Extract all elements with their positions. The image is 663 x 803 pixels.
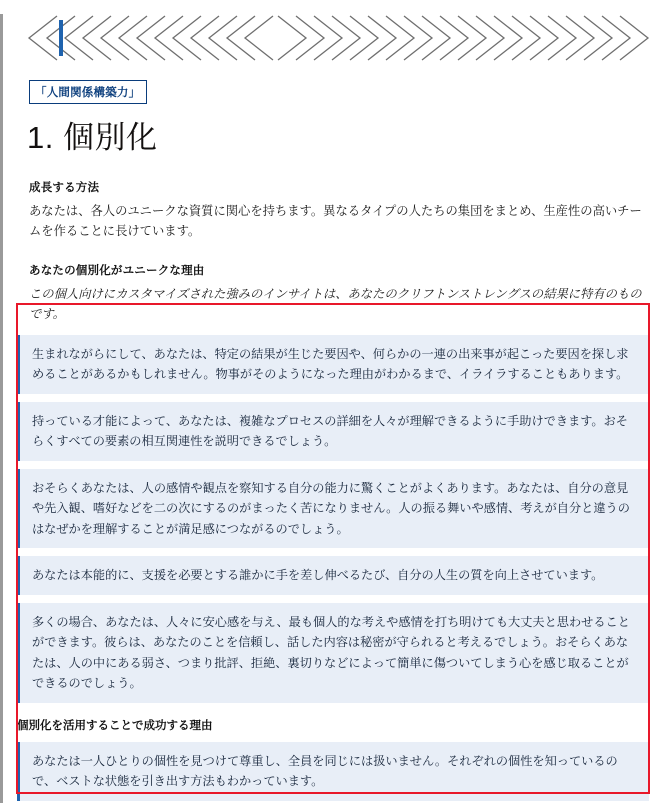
chevron-band <box>23 14 645 62</box>
unique-text: この個人向けにカスタマイズされた強みのインサイトは、あなたのクリフトンストレングスの結果に特有のものです。 <box>29 286 642 321</box>
list-item: 持っている才能によって、あなたは、複雑なプロセスの詳細を人々が理解できるように手助けできます。おそらくすべての要素の相互関連性を説明できるでしょう。 <box>17 402 649 461</box>
document-content <box>29 179 645 325</box>
page-title: 1. 個別化 <box>27 120 158 155</box>
list-item: あなたは一人ひとりの個性を見つけて尊重し、全員を同じには扱いません。それぞれの個性を知っているので、ベストな状態を引き出す方法もわかっています。 <box>17 742 649 801</box>
growth-heading: 成長する方法 <box>29 182 100 194</box>
theme-tag: 「人間関係構築力」 <box>29 80 147 104</box>
list-item: 多くの場合、あなたは、人々に安心感を与え、最も個人的な考えや感情を打ち明けても大丈夫と思わせることができます。彼らは、あなたのことを信頼し、話した内容は秘密が守られると考えるでしょう。おそらくあなたは、人の中にある弱さ、つまり批評、拒絶、裏切りなどによって簡単に傷ついてしまう心を感じ取ることができるのでしょう。 <box>17 603 649 703</box>
list-item: 生まれながらにして、あなたは、特定の結果が生じた要因や、何らかの一連の出来事が起こった要因を探し求めることがあるかもしれません。物事がそのようになった理由がわかるまで、イライラすることもあります。 <box>17 335 649 394</box>
list-item: おそらくあなたは、人の感情や観点を察知する自分の能力に驚くことがよくあります。あなたは、自分の意見や先入観、嗜好などを二の次にするのがまったく苦になりません。人の振る舞いや感情、考えが自分と違うのはなぜかを理解することが満足感につながるのでしょう。 <box>17 469 649 549</box>
list-item: あなたは本能的に、支援を必要とする誰かに手を差し伸べるたび、自分の人生の質を向上させています。 <box>17 556 649 595</box>
success-list <box>3 742 663 801</box>
success-heading: 個別化を活用することで成功する理由 <box>17 719 213 732</box>
insight-list <box>3 335 663 703</box>
unique-heading: あなたの個別化がユニークな理由 <box>29 264 205 277</box>
chevron-band-icon <box>23 14 650 62</box>
growth-text: あなたは、各人のユニークな資質に関心を持ちます。異なるタイプの人たちの集団をまとめ、生産性の高いチームを作ることに長けています。 <box>29 204 642 238</box>
document-page <box>0 14 663 803</box>
